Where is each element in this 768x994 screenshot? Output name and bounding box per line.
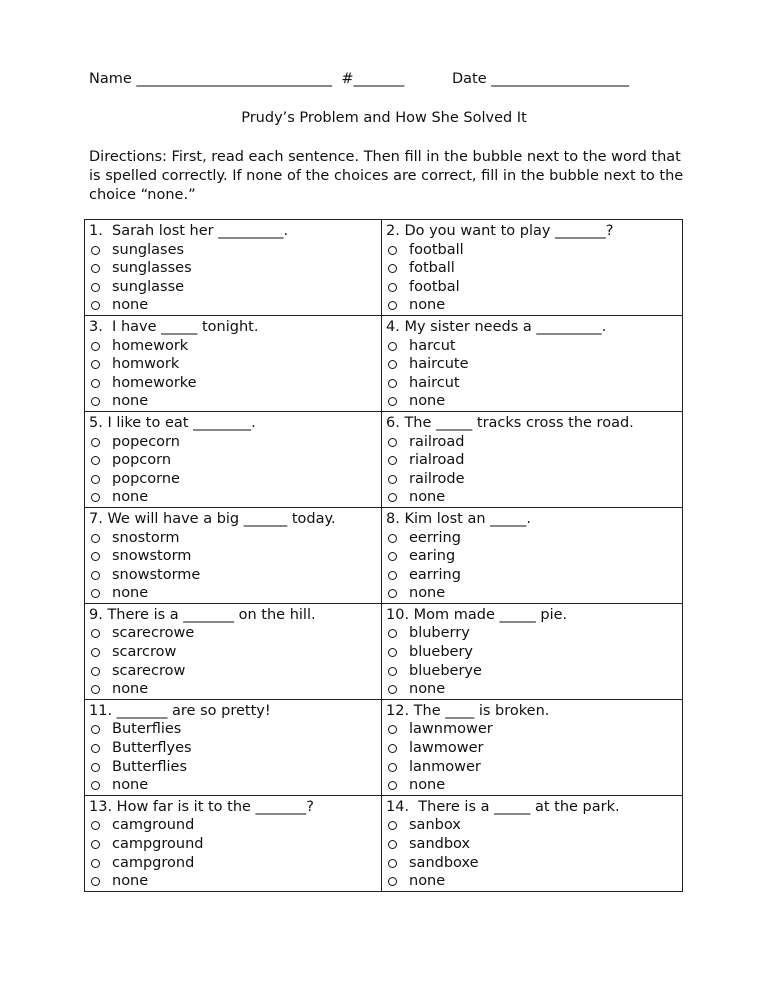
answer-option[interactable] bbox=[386, 584, 678, 603]
answer-option-label: footbal bbox=[409, 278, 460, 295]
answer-option-label: homwork bbox=[112, 356, 180, 373]
answer-option[interactable] bbox=[89, 643, 377, 662]
question-cell bbox=[382, 699, 683, 795]
answer-option[interactable] bbox=[89, 296, 377, 315]
answer-option[interactable] bbox=[89, 776, 377, 795]
answer-bubble-icon[interactable] bbox=[91, 589, 100, 598]
question-cell bbox=[85, 603, 382, 699]
answer-option-label: football bbox=[409, 241, 464, 258]
answer-option[interactable] bbox=[89, 624, 377, 643]
answer-bubble-icon[interactable] bbox=[91, 246, 100, 255]
answer-option-label: homework bbox=[112, 337, 189, 354]
answer-option[interactable] bbox=[89, 547, 377, 566]
answer-bubble-icon[interactable] bbox=[91, 629, 100, 638]
answer-option[interactable] bbox=[89, 680, 377, 699]
answer-option-label: none bbox=[409, 393, 446, 410]
answer-option-label: sanbox bbox=[409, 817, 461, 834]
answer-bubble-icon[interactable] bbox=[388, 571, 397, 580]
answer-bubble-icon[interactable] bbox=[388, 360, 397, 369]
answer-bubble-icon[interactable] bbox=[91, 763, 100, 772]
table-row bbox=[85, 315, 683, 411]
table-row bbox=[85, 603, 683, 699]
answer-option[interactable] bbox=[89, 816, 377, 835]
question-cell bbox=[382, 411, 683, 507]
answer-option[interactable] bbox=[89, 337, 377, 356]
directions-text: Directions: First, read each sentence. Then fill in the bubble next to the word that is spelled correctly. If none of the choices are correct, fill in the bubble next to the choice “none.” bbox=[89, 149, 684, 203]
answer-bubble-icon[interactable] bbox=[91, 283, 100, 292]
answer-option-label: scarecrowe bbox=[112, 625, 195, 642]
question-text: 14. There is a _____ at the park. bbox=[386, 798, 620, 815]
table-row bbox=[85, 220, 683, 316]
table-row bbox=[85, 507, 683, 603]
answer-option[interactable] bbox=[89, 854, 377, 873]
answer-option-label: none bbox=[409, 777, 446, 794]
answer-option[interactable] bbox=[89, 374, 377, 393]
answer-option-label: none bbox=[112, 489, 149, 506]
answer-bubble-icon[interactable] bbox=[388, 725, 397, 734]
answer-option-label: none bbox=[409, 297, 446, 314]
answer-option[interactable] bbox=[386, 488, 678, 507]
answer-bubble-icon[interactable] bbox=[91, 725, 100, 734]
answer-option[interactable] bbox=[89, 451, 377, 470]
question-text: 1. Sarah lost her _________. bbox=[89, 223, 289, 239]
answer-bubble-icon[interactable] bbox=[91, 667, 100, 676]
answer-bubble-icon[interactable] bbox=[91, 438, 100, 447]
answer-option-label: snostorm bbox=[112, 529, 180, 546]
answer-option-label: lawmower bbox=[409, 740, 484, 757]
answer-option-label: none bbox=[409, 585, 446, 602]
answer-bubble-icon[interactable] bbox=[91, 475, 100, 484]
answer-option[interactable] bbox=[89, 566, 377, 585]
answer-bubble-icon[interactable] bbox=[388, 301, 397, 310]
answer-bubble-icon[interactable] bbox=[91, 397, 100, 406]
answer-option[interactable] bbox=[89, 758, 377, 777]
answer-option[interactable] bbox=[386, 355, 678, 374]
answer-option[interactable] bbox=[89, 720, 377, 739]
answer-bubble-icon[interactable] bbox=[91, 648, 100, 657]
answer-bubble-icon[interactable] bbox=[388, 821, 397, 830]
answer-option[interactable] bbox=[89, 355, 377, 374]
answer-bubble-icon[interactable] bbox=[91, 552, 100, 561]
answer-option[interactable] bbox=[386, 739, 678, 758]
answer-option[interactable] bbox=[89, 662, 377, 681]
answer-option[interactable] bbox=[386, 374, 678, 393]
answer-bubble-icon[interactable] bbox=[388, 264, 397, 273]
answer-option-label: earing bbox=[409, 548, 456, 565]
answer-option[interactable] bbox=[386, 451, 678, 470]
question-text: 9. There is a _______ on the hill. bbox=[89, 606, 316, 623]
answer-option-label: none bbox=[112, 777, 149, 794]
question-cell bbox=[382, 603, 683, 699]
answer-option[interactable] bbox=[89, 529, 377, 548]
worksheet-title: Prudy’s Problem and How She Solved It bbox=[241, 110, 527, 126]
question-cell bbox=[382, 795, 683, 891]
answer-option[interactable] bbox=[386, 547, 678, 566]
answer-bubble-icon[interactable] bbox=[91, 534, 100, 543]
answer-option-label: scarcrow bbox=[112, 644, 177, 661]
answer-bubble-icon[interactable] bbox=[91, 840, 100, 849]
answer-option[interactable] bbox=[89, 872, 377, 891]
answer-bubble-icon[interactable] bbox=[388, 877, 397, 886]
question-cell bbox=[85, 795, 382, 891]
answer-bubble-icon[interactable] bbox=[388, 438, 397, 447]
answer-bubble-icon[interactable] bbox=[388, 859, 397, 868]
answer-option-label: popcorn bbox=[112, 452, 172, 469]
answer-option-label: camground bbox=[112, 817, 195, 834]
answer-bubble-icon[interactable] bbox=[388, 781, 397, 790]
answer-option[interactable] bbox=[386, 392, 678, 411]
answer-bubble-icon[interactable] bbox=[388, 493, 397, 502]
answer-option[interactable] bbox=[386, 776, 678, 795]
answer-bubble-icon[interactable] bbox=[91, 877, 100, 886]
answer-option-label: campground bbox=[112, 836, 204, 852]
answer-option-label: earring bbox=[409, 566, 461, 583]
answer-option-label: popcorne bbox=[112, 470, 180, 487]
answer-option-label: sunglases bbox=[112, 241, 185, 258]
answer-bubble-icon[interactable] bbox=[388, 379, 397, 388]
answer-option[interactable] bbox=[89, 488, 377, 507]
answer-bubble-icon[interactable] bbox=[91, 379, 100, 388]
answer-bubble-icon[interactable] bbox=[388, 685, 397, 694]
question-cell bbox=[85, 699, 382, 795]
answer-bubble-icon[interactable] bbox=[91, 264, 100, 273]
answer-option-label: blueberye bbox=[409, 662, 482, 679]
answer-option-label: none bbox=[112, 585, 149, 602]
answer-bubble-icon[interactable] bbox=[388, 342, 397, 351]
answer-option-label: none bbox=[409, 489, 446, 506]
answer-option-label: bluberry bbox=[409, 625, 470, 642]
answer-option[interactable] bbox=[89, 433, 377, 452]
question-text: 12. The ____ is broken. bbox=[386, 702, 550, 719]
question-text: 13. How far is it to the _______? bbox=[89, 798, 315, 815]
quiz-table bbox=[84, 219, 683, 892]
answer-option-label: homeworke bbox=[112, 374, 197, 391]
answer-option-label: none bbox=[409, 681, 446, 698]
answer-option[interactable] bbox=[386, 337, 678, 356]
answer-bubble-icon[interactable] bbox=[388, 744, 397, 753]
question-cell bbox=[85, 411, 382, 507]
answer-option[interactable] bbox=[386, 835, 678, 854]
answer-option-label: railroad bbox=[409, 433, 465, 450]
answer-option-label: eerring bbox=[409, 529, 461, 546]
answer-option[interactable] bbox=[89, 392, 377, 411]
answer-bubble-icon[interactable] bbox=[388, 840, 397, 849]
answer-option[interactable] bbox=[89, 278, 377, 297]
question-text: 6. The _____ tracks cross the road. bbox=[386, 414, 634, 431]
answer-bubble-icon[interactable] bbox=[91, 685, 100, 694]
answer-option[interactable] bbox=[386, 758, 678, 777]
answer-bubble-icon[interactable] bbox=[91, 493, 100, 502]
answer-option-label: fotball bbox=[409, 260, 455, 277]
answer-bubble-icon[interactable] bbox=[91, 821, 100, 830]
worksheet-header bbox=[89, 71, 689, 93]
answer-option[interactable] bbox=[386, 470, 678, 489]
answer-option-label: popecorn bbox=[112, 433, 180, 450]
answer-bubble-icon[interactable] bbox=[388, 589, 397, 598]
answer-option[interactable] bbox=[386, 296, 678, 315]
answer-option[interactable] bbox=[386, 241, 678, 260]
answer-bubble-icon[interactable] bbox=[388, 629, 397, 638]
table-row bbox=[85, 795, 683, 891]
answer-bubble-icon[interactable] bbox=[388, 456, 397, 465]
question-cell bbox=[85, 315, 382, 411]
answer-option-label: none bbox=[112, 681, 149, 698]
answer-bubble-icon[interactable] bbox=[91, 744, 100, 753]
answer-option[interactable] bbox=[386, 662, 678, 681]
table-row bbox=[85, 411, 683, 507]
answer-option[interactable] bbox=[386, 433, 678, 452]
answer-bubble-icon[interactable] bbox=[91, 360, 100, 369]
question-text: 4. My sister needs a _________. bbox=[386, 318, 607, 335]
answer-option-label: campgrond bbox=[112, 854, 195, 871]
answer-option-label: harcut bbox=[409, 337, 456, 354]
question-text: 11. _______ are so pretty! bbox=[89, 702, 271, 719]
answer-option-label: none bbox=[409, 873, 446, 890]
table-row bbox=[85, 699, 683, 795]
answer-option[interactable] bbox=[386, 566, 678, 585]
answer-option-label: bluebery bbox=[409, 644, 474, 661]
answer-option[interactable] bbox=[386, 872, 678, 891]
answer-option-label: none bbox=[112, 393, 149, 410]
question-cell bbox=[85, 220, 382, 316]
question-text: 10. Mom made _____ pie. bbox=[386, 606, 568, 623]
answer-option-label: rialroad bbox=[409, 452, 465, 469]
date-line: Date ___________________ bbox=[452, 71, 630, 87]
answer-option-label: lanmower bbox=[409, 758, 481, 775]
answer-bubble-icon[interactable] bbox=[388, 475, 397, 484]
answer-bubble-icon[interactable] bbox=[388, 667, 397, 676]
answer-option-label: scarecrow bbox=[112, 662, 186, 679]
question-text: 5. I like to eat ________. bbox=[89, 414, 256, 431]
answer-option-label: haircute bbox=[409, 356, 469, 373]
answer-option[interactable] bbox=[386, 259, 678, 278]
answer-option-label: lawnmower bbox=[409, 721, 493, 738]
answer-option-label: snowstorme bbox=[112, 566, 201, 583]
answer-bubble-icon[interactable] bbox=[91, 859, 100, 868]
answer-option[interactable] bbox=[386, 816, 678, 835]
answer-bubble-icon[interactable] bbox=[388, 397, 397, 406]
answer-option-label: sunglasses bbox=[112, 260, 192, 277]
answer-option[interactable] bbox=[89, 739, 377, 758]
answer-bubble-icon[interactable] bbox=[388, 763, 397, 772]
answer-option-label: sunglasse bbox=[112, 278, 185, 295]
answer-option-label: none bbox=[112, 297, 149, 314]
answer-bubble-icon[interactable] bbox=[91, 342, 100, 351]
question-cell bbox=[85, 507, 382, 603]
answer-bubble-icon[interactable] bbox=[388, 552, 397, 561]
answer-option[interactable] bbox=[386, 624, 678, 643]
answer-option-label: sandbox bbox=[409, 836, 471, 852]
answer-bubble-icon[interactable] bbox=[91, 301, 100, 310]
answer-option[interactable] bbox=[386, 720, 678, 739]
answer-option[interactable] bbox=[386, 643, 678, 662]
answer-bubble-icon[interactable] bbox=[388, 648, 397, 657]
answer-option[interactable] bbox=[89, 259, 377, 278]
answer-option-label: Butterflies bbox=[112, 758, 188, 775]
answer-option[interactable] bbox=[386, 680, 678, 699]
question-cell bbox=[382, 507, 683, 603]
answer-option-label: sandboxe bbox=[409, 854, 479, 871]
answer-option[interactable] bbox=[89, 470, 377, 489]
question-text: 7. We will have a big ______ today. bbox=[89, 510, 336, 527]
answer-option-label: Butterflyes bbox=[112, 740, 192, 757]
answer-option[interactable] bbox=[89, 835, 377, 854]
answer-option[interactable] bbox=[89, 241, 377, 260]
answer-bubble-icon[interactable] bbox=[91, 456, 100, 465]
name-number-line: Name ___________________________ #_______ bbox=[89, 71, 405, 87]
answer-bubble-icon[interactable] bbox=[91, 781, 100, 790]
answer-option[interactable] bbox=[89, 584, 377, 603]
question-text: 3. I have _____ tonight. bbox=[89, 318, 259, 335]
answer-option-label: railrode bbox=[409, 470, 465, 487]
answer-bubble-icon[interactable] bbox=[388, 246, 397, 255]
question-text: 8. Kim lost an _____. bbox=[386, 510, 532, 527]
question-cell bbox=[382, 315, 683, 411]
answer-option-label: none bbox=[112, 873, 149, 890]
answer-option[interactable] bbox=[386, 529, 678, 548]
question-text: 2. Do you want to play _______? bbox=[386, 223, 614, 239]
answer-bubble-icon[interactable] bbox=[91, 571, 100, 580]
question-cell bbox=[382, 220, 683, 316]
answer-bubble-icon[interactable] bbox=[388, 534, 397, 543]
answer-option-label: haircut bbox=[409, 374, 460, 391]
answer-option[interactable] bbox=[386, 278, 678, 297]
answer-option[interactable] bbox=[386, 854, 678, 873]
answer-option-label: Buterflies bbox=[112, 721, 182, 738]
answer-bubble-icon[interactable] bbox=[388, 283, 397, 292]
answer-option-label: snowstorm bbox=[112, 548, 192, 565]
